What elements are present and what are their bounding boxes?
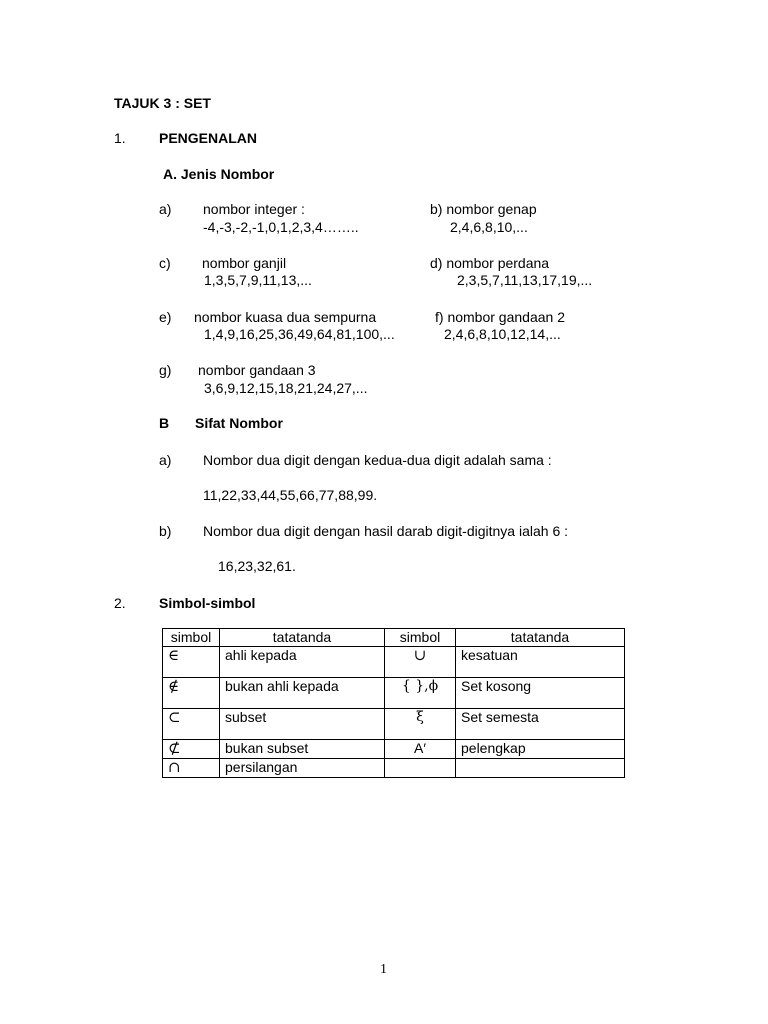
table-row xyxy=(163,678,625,709)
item-e-values: 1,4,9,16,25,36,49,64,81,100,... xyxy=(204,326,395,342)
item-a-values: -4,-3,-2,-1,0,1,2,3,4…….. xyxy=(203,219,359,235)
table-row xyxy=(163,759,625,778)
union-notation: kesatuan xyxy=(456,647,625,678)
item-g-values: 3,6,9,12,15,18,21,24,27,... xyxy=(204,380,368,396)
property-a-values: 11,22,33,44,55,66,77,88,99. xyxy=(203,487,378,503)
section-1-heading: PENGENALAN xyxy=(159,130,258,146)
item-g-label: g) xyxy=(159,362,172,378)
subset-symbol: ⊂ xyxy=(163,709,220,740)
intersection-symbol: ∩ xyxy=(163,759,220,778)
union-symbol: ∪ xyxy=(385,647,456,678)
item-a-name: nombor integer : xyxy=(203,201,305,217)
part-a-heading: A. Jenis Nombor xyxy=(163,166,275,182)
table-row xyxy=(163,740,625,759)
element-of-notation: ahli kepada xyxy=(220,647,385,678)
not-subset-notation: bukan subset xyxy=(220,740,385,759)
item-b-values: 2,4,6,8,10,... xyxy=(450,219,528,235)
table-row xyxy=(163,709,625,740)
item-d-values: 2,3,5,7,11,13,17,19,... xyxy=(457,272,593,288)
property-a-text: Nombor dua digit dengan kedua-dua digit adalah sama : xyxy=(203,452,552,468)
section-2-number: 2. xyxy=(114,595,126,611)
part-b-letter: B xyxy=(159,415,170,431)
property-b-text: Nombor dua digit dengan hasil darab digit-digitnya ialah 6 : xyxy=(203,523,569,539)
document-title: TAJUK 3 : SET xyxy=(114,95,211,111)
item-e-name: nombor kuasa dua sempurna xyxy=(194,309,377,325)
symbols-table xyxy=(162,628,625,778)
universal-set-symbol: ξ xyxy=(385,709,456,740)
table-row xyxy=(163,647,625,678)
section-2-heading: Simbol-simbol xyxy=(159,595,256,611)
element-of-symbol: ∈ xyxy=(163,647,220,678)
item-c-values: 1,3,5,7,9,11,13,... xyxy=(204,272,312,288)
empty-cell xyxy=(456,759,625,778)
item-b-name: b) nombor genap xyxy=(430,201,537,217)
item-e-label: e) xyxy=(159,309,172,325)
header-notation-1: tatatanda xyxy=(220,629,385,647)
item-f-name: f) nombor gandaan 2 xyxy=(435,309,565,325)
not-element-of-notation: bukan ahli kepada xyxy=(220,678,385,709)
complement-notation: pelengkap xyxy=(456,740,625,759)
universal-set-notation: Set semesta xyxy=(456,709,625,740)
item-g-name: nombor gandaan 3 xyxy=(198,362,316,378)
complement-symbol: A′ xyxy=(385,740,456,759)
item-c-name: nombor ganjil xyxy=(202,255,287,271)
item-a-label: a) xyxy=(159,201,172,217)
header-symbol-2: simbol xyxy=(385,629,456,647)
intersection-notation: persilangan xyxy=(220,759,385,778)
header-notation-2: tatatanda xyxy=(456,629,625,647)
item-c-label: c) xyxy=(159,255,171,271)
part-b-heading: Sifat Nombor xyxy=(195,415,283,431)
item-f-values: 2,4,6,8,10,12,14,... xyxy=(444,326,561,342)
property-b-values: 16,23,32,61. xyxy=(218,558,296,574)
property-a-label: a) xyxy=(159,452,172,468)
empty-set-notation: Set kosong xyxy=(456,678,625,709)
property-b-label: b) xyxy=(159,523,172,539)
page-number: 1 xyxy=(380,962,387,977)
header-symbol-1: simbol xyxy=(163,629,220,647)
item-d-name: d) nombor perdana xyxy=(430,255,550,271)
empty-cell xyxy=(385,759,456,778)
empty-set-symbol: { },ϕ xyxy=(385,678,456,709)
subset-notation: subset xyxy=(220,709,385,740)
section-1-number: 1. xyxy=(114,130,126,146)
table-header-row xyxy=(163,629,625,647)
not-subset-symbol: ⊄ xyxy=(163,740,220,759)
not-element-of-symbol: ∉ xyxy=(163,678,220,709)
